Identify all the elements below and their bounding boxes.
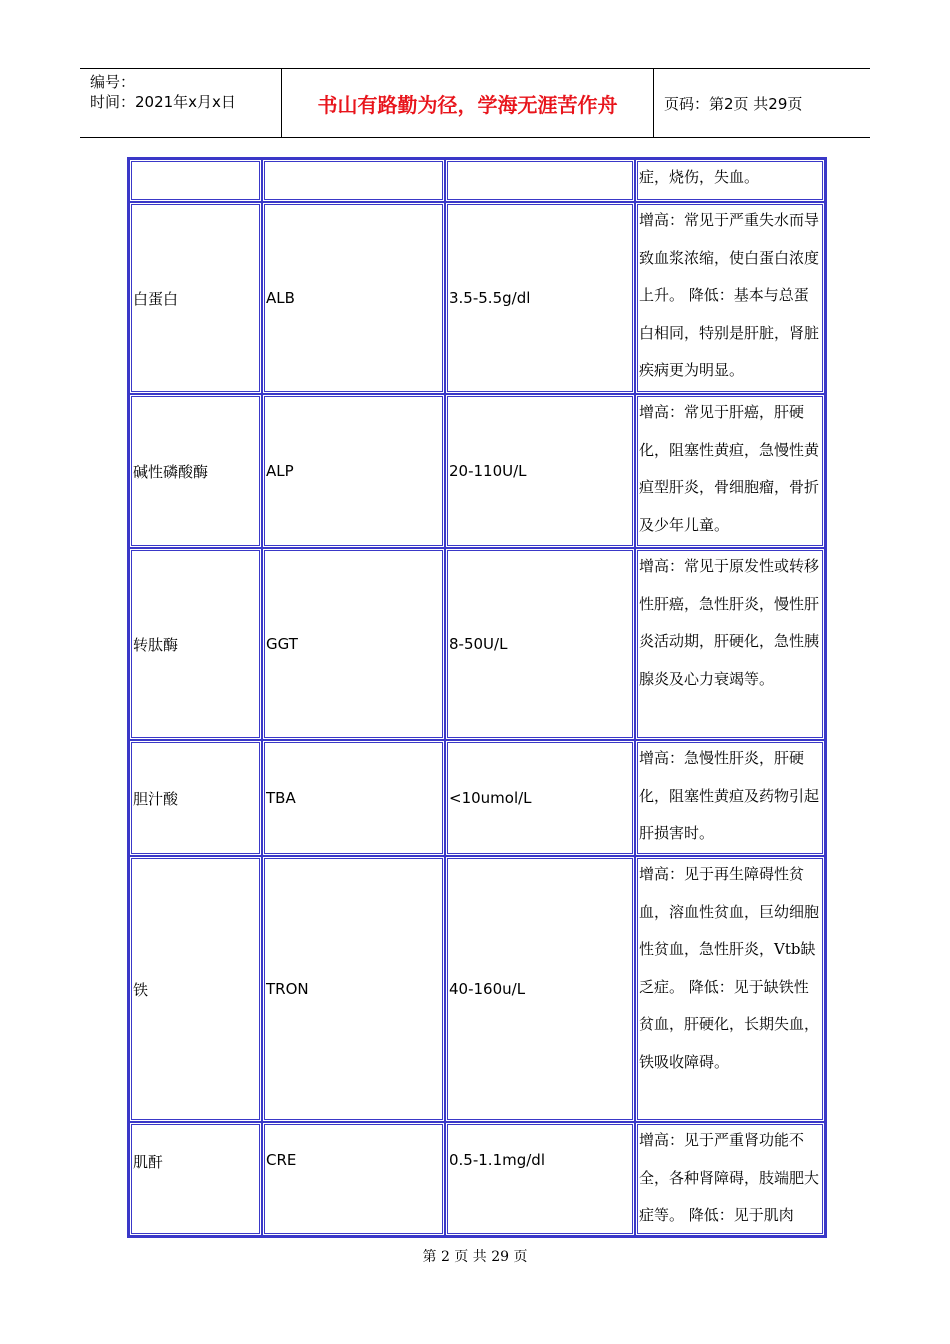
clinical-note-cell [635,159,825,202]
clinical-note-cell [635,202,825,394]
lab-reference-table [127,157,827,1238]
header-page-info: 页码：第2页 共29页 [664,94,803,113]
test-name-cell: 铁 [129,856,262,1122]
reference-range-cell: 0.5-1.1mg/dl [445,1122,635,1236]
test-abbr-cell: TBA [262,740,445,856]
table-row [129,159,825,202]
clinical-note-cell [635,856,825,1122]
test-abbr-cell: TRON [262,856,445,1122]
table-row [129,548,825,740]
clinical-note-text: 症，烧伤，失血。 [639,168,760,186]
test-name-cell: 白蛋白 [129,202,262,394]
test-name-cell: 碱性磷酸酶 [129,394,262,548]
clinical-note-cell [635,394,825,548]
test-abbr-cell [262,159,445,202]
test-name-cell: 转肽酶 [129,548,262,740]
page-footer: 第 2 页 共 29 页 [422,1249,528,1265]
reference-range-cell: <10umol/L [445,740,635,856]
test-name-cell [129,159,262,202]
clinical-note-text: 增高：见于再生障碍性贫血，溶血性贫血，巨幼细胞性贫血，急性肝炎，Vtb缺乏症。 降低：见于缺铁性贫血，肝硬化，长期失血，铁吸收障碍。 [639,865,820,1071]
clinical-note-text: 增高：常见于肝癌，肝硬化，阻塞性黄疸，急慢性黄疸型肝炎，骨细胞瘤，骨折及少年儿童。 [639,403,820,534]
table-row [129,740,825,856]
header-meta [80,69,282,137]
clinical-note-text: 增高：见于严重肾功能不全，各种肾障碍，肢端肥大症等。 降低：见于肌肉 [639,1131,820,1224]
reference-range-cell: 8-50U/L [445,548,635,740]
header-motto: 书山有路勤为径，学海无涯苦作舟 [282,69,654,137]
reference-range-cell [445,159,635,202]
test-abbr-cell: CRE [262,1122,445,1236]
test-abbr-cell: ALP [262,394,445,548]
page-header [80,68,870,138]
reference-range-cell: 40-160u/L [445,856,635,1122]
reference-range-cell: 3.5-5.5g/dl [445,202,635,394]
test-abbr-cell: GGT [262,548,445,740]
clinical-note-text: 增高：常见于原发性或转移性肝癌，急性肝炎，慢性肝炎活动期，肝硬化，急性胰腺炎及心力衰竭等。 [639,557,820,688]
test-name-cell: 胆汁酸 [129,740,262,856]
document-number-label: 编号： [90,73,136,91]
reference-range-cell: 20-110U/L [445,394,635,548]
clinical-note-cell [635,548,825,740]
clinical-note-text: 增高：急慢性肝炎，肝硬化，阻塞性黄疸及药物引起肝损害时。 [639,749,820,842]
test-abbr-cell: ALB [262,202,445,394]
table-row [129,202,825,394]
table-row [129,856,825,1122]
clinical-note-cell [635,1122,825,1236]
table-row [129,394,825,548]
table-row [129,1122,825,1236]
clinical-note-cell [635,740,825,856]
document-date: 时间：2021年x月x日 [90,93,236,111]
test-name-cell: 肌酐 [129,1122,262,1236]
clinical-note-text: 增高：常见于严重失水而导致血浆浓缩，使白蛋白浓度上升。 降低：基本与总蛋白相同，特别是肝脏，肾脏疾病更为明显。 [639,211,820,379]
